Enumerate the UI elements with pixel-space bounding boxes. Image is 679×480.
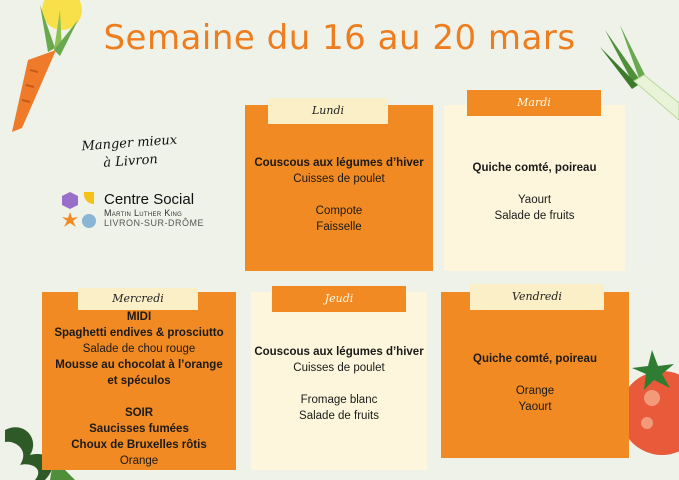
tab-vendredi: Vendredi bbox=[470, 284, 604, 310]
logo-place: LIVRON-SUR-DRÔME bbox=[104, 218, 205, 228]
slogan-line-1: Manger mieux bbox=[81, 132, 178, 155]
vendredi-dish-1: Quiche comté, poireau bbox=[473, 353, 597, 365]
tab-mercredi: Mercredi bbox=[78, 288, 198, 310]
slogan-line-2: à Livron bbox=[102, 152, 159, 171]
logo bbox=[104, 191, 214, 228]
mercredi-line-1: MIDI bbox=[126, 311, 152, 323]
mercredi-line-7: Choux de Bruxelles rôtis bbox=[71, 439, 207, 451]
vendredi-dish-3: Yaourt bbox=[518, 401, 552, 413]
card-lundi bbox=[245, 105, 433, 271]
mercredi-line-3: Salade de chou rouge bbox=[82, 343, 196, 355]
mardi-dish-3: Salade de fruits bbox=[494, 210, 575, 222]
mercredi-line-4: Mousse au chocolat à l’orange et spéculos bbox=[55, 359, 223, 387]
page-title: Semaine du 16 au 20 mars bbox=[103, 18, 576, 58]
card-vendredi bbox=[441, 292, 629, 458]
jeudi-dish-2: Cuisses de poulet bbox=[293, 362, 385, 374]
lundi-dish-2: Cuisses de poulet bbox=[293, 173, 385, 185]
lundi-dish-1: Couscous aux légumes d’hiver bbox=[254, 157, 424, 169]
mercredi-line-6: Saucisses fumées bbox=[89, 423, 189, 435]
logo-name: Centre Social bbox=[104, 191, 195, 208]
mercredi-line-8: Orange bbox=[119, 455, 159, 467]
slogan bbox=[69, 131, 191, 175]
mercredi-line-5: SOIR bbox=[124, 407, 154, 419]
lundi-dish-4: Faisselle bbox=[316, 221, 362, 233]
mercredi-line-2: Spaghetti endives & prosciutto bbox=[54, 327, 224, 339]
card-jeudi bbox=[251, 292, 427, 470]
card-mardi bbox=[444, 105, 625, 271]
vendredi-dish-2: Orange bbox=[515, 385, 555, 397]
logo-icon bbox=[60, 192, 100, 232]
tab-jeudi: Jeudi bbox=[272, 286, 406, 312]
lundi-dish-3: Compote bbox=[315, 205, 363, 217]
jeudi-dish-4: Salade de fruits bbox=[299, 410, 379, 422]
tab-mardi: Mardi bbox=[467, 90, 601, 116]
jeudi-dish-3: Fromage blanc bbox=[300, 394, 378, 406]
card-mercredi bbox=[42, 292, 236, 470]
logo-subtitle: Martin Luther King bbox=[104, 208, 183, 218]
jeudi-dish-1: Couscous aux légumes d’hiver bbox=[254, 346, 424, 358]
mardi-dish-1: Quiche comté, poireau bbox=[472, 162, 597, 174]
tomato-icon bbox=[622, 338, 679, 480]
mardi-dish-2: Yaourt bbox=[517, 194, 552, 206]
tab-lundi: Lundi bbox=[268, 98, 388, 124]
